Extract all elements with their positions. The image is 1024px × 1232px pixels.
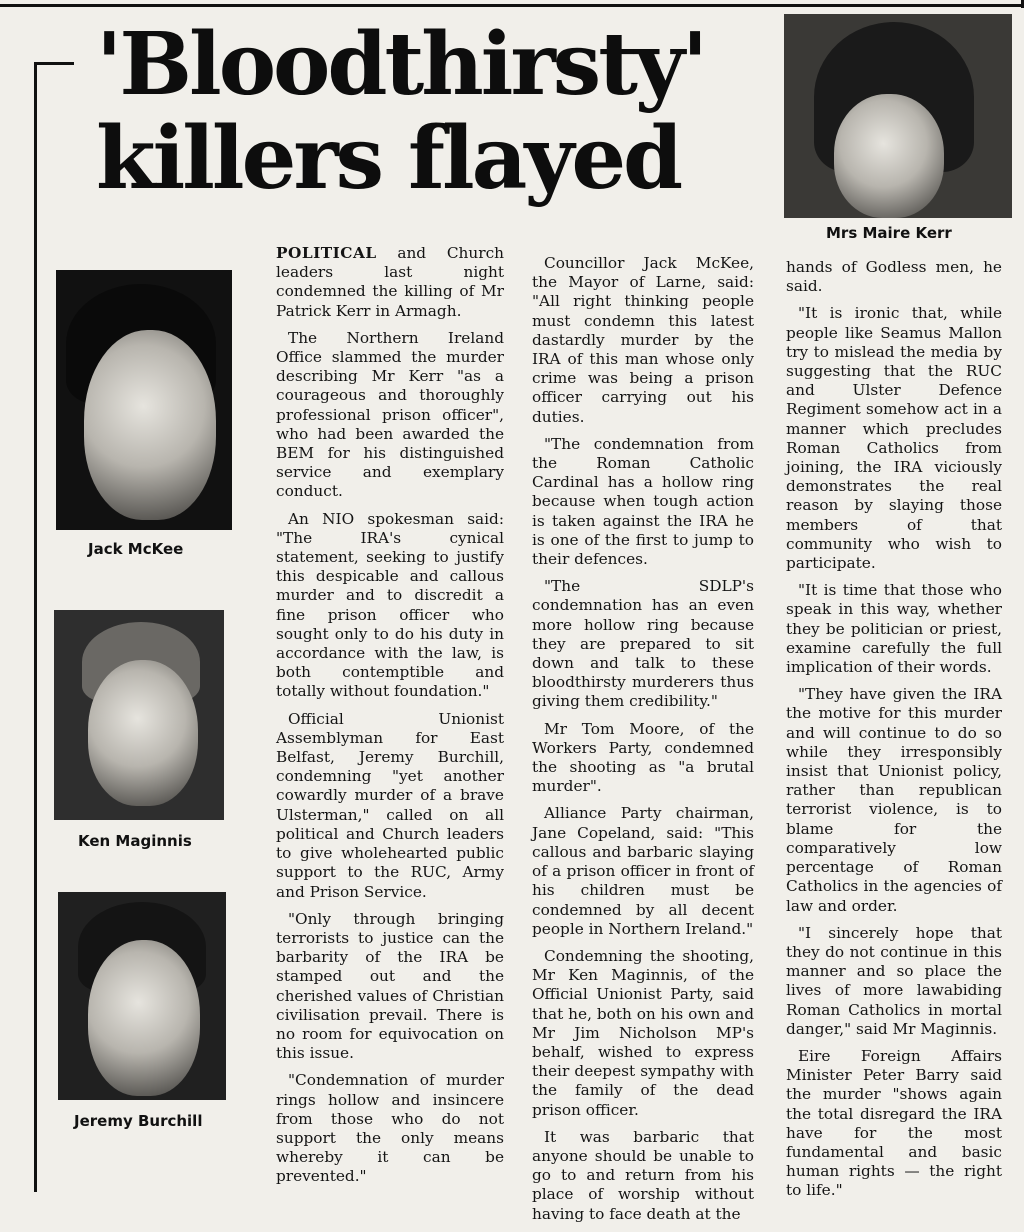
article-paragraph: The Northern Ireland Office slammed the murder describing Mr Kerr "as a courageous and thoroughly professional prison officer", who had been awarded the BEM for his distinguished service and exemplary conduct. [276,328,504,501]
frame-left-rule [34,62,37,1192]
photo-ken-maginnis [54,610,224,820]
article-paragraph: Eire Foreign Affairs Minister Peter Barry said the murder "shows again the total disregard the IRA have for the most fundamental and basic human rights — the right to life." [786,1046,1002,1200]
photo-maire-kerr [784,14,1012,218]
lead-word: POLITICAL [276,244,377,262]
headline-line-1: 'Bloodthirsty' [96,14,706,115]
article-paragraph: Mr Tom Moore, of the Workers Party, condemned the shooting as "a brutal murder". [532,719,754,796]
article-paragraph: Condemning the shooting, Mr Ken Maginnis, of the Official Unionist Party, said that he, both on his own and Mr Jim Nicholson MP's behalf, wished to express their deepest sympathy with the family of the dead prison officer. [532,946,754,1119]
article-paragraph: POLITICAL and Church leaders last night condemned the killing of Mr Patrick Kerr in Armagh. [276,244,504,320]
frame-top-rule [34,62,74,65]
article-paragraph: "The SDLP's condemnation has an even more hollow ring because they are prepared to sit down and talk to these bloodthirsty murderers thus giving them credibility." [532,577,754,711]
article-paragraph: It was barbaric that anyone should be unable to go to and return from his place of worship without having to face death at the [532,1127,754,1223]
article-paragraph: Councillor Jack McKee, the Mayor of Larne, said: "All right thinking people must condemn this latest dastardly murder by the IRA of this man whose only crime was being a prison officer carrying out his duties. [532,254,754,426]
article-paragraph: "It is ironic that, while people like Seamus Mallon try to mislead the media by suggesting that the RUC and Ulster Defence Regiment somehow act in a manner which precludes Roman Catholics from joining, the IRA viciously demonstrates the real reason by slaying those members of that community who wish to participate. [786,304,1002,573]
article-paragraph: Alliance Party chairman, Jane Copeland, said: "This callous and barbaric slaying of a prison officer in front of his children must be condemned by all decent people in Northern Ireland." [532,804,754,938]
article-column-2 [532,254,754,1232]
article-paragraph: "Condemnation of murder rings hollow and insincere from those who do not support the only means whereby it can be prevented." [276,1071,504,1186]
article-paragraph: An NIO spokesman said: "The IRA's cynical statement, seeking to justify this despicable and callous murder and to discredit a fine prison officer who sought only to do his duty in accordance with the law, is both contemptible and totally without foundation." [276,509,504,701]
article-paragraph: hands of Godless men, he said. [786,258,1002,296]
article-paragraph: "They have given the IRA the motive for this murder and will continue to do so while they irresponsibly insist that Unionist policy, rather than republican terrorist violence, is to blame for the comparatively low percentage of Roman Catholics in the agencies of law and order. [786,685,1002,915]
top-rule [0,4,1024,7]
caption-jeremy-burchill: Jeremy Burchill [74,1112,203,1130]
article-column-3 [786,258,1002,1209]
headline [96,14,776,209]
photo-jack-mckee [56,270,232,530]
article-paragraph: "I sincerely hope that they do not continue in this manner and so place the lives of more lawabiding Roman Catholics in mortal danger," said Mr Maginnis. [786,923,1002,1038]
photo-jeremy-burchill [58,892,226,1100]
caption-jack-mckee: Jack McKee [88,540,184,558]
article-paragraph: "The condemnation from the Roman Catholic Cardinal has a hollow ring because when tough action is taken against the IRA he is one of the first to jump to their defences. [532,434,754,569]
article-paragraph: "Only through bringing terrorists to justice can the barbarity of the IRA be stamped out and the cherished values of Christian civilisation prevail. There is no room for equivocation on this issue. [276,909,504,1063]
article-paragraph: "It is time that those who speak in this way, whether they be politician or priest, examine carefully the full implication of their words. [786,581,1002,677]
article-paragraph: Official Unionist Assemblyman for East Belfast, Jeremy Burchill, condemning "yet another cowardly murder of a brave Ulsterman," called on all political and Church leaders to give wholehearted public support to the RUC, Army and Prison Service. [276,709,504,901]
article-column-1 [276,244,504,1195]
caption-ken-maginnis: Ken Maginnis [78,832,192,850]
headline-line-2: killers flayed [96,108,681,209]
caption-maire-kerr: Mrs Maire Kerr [826,224,952,242]
